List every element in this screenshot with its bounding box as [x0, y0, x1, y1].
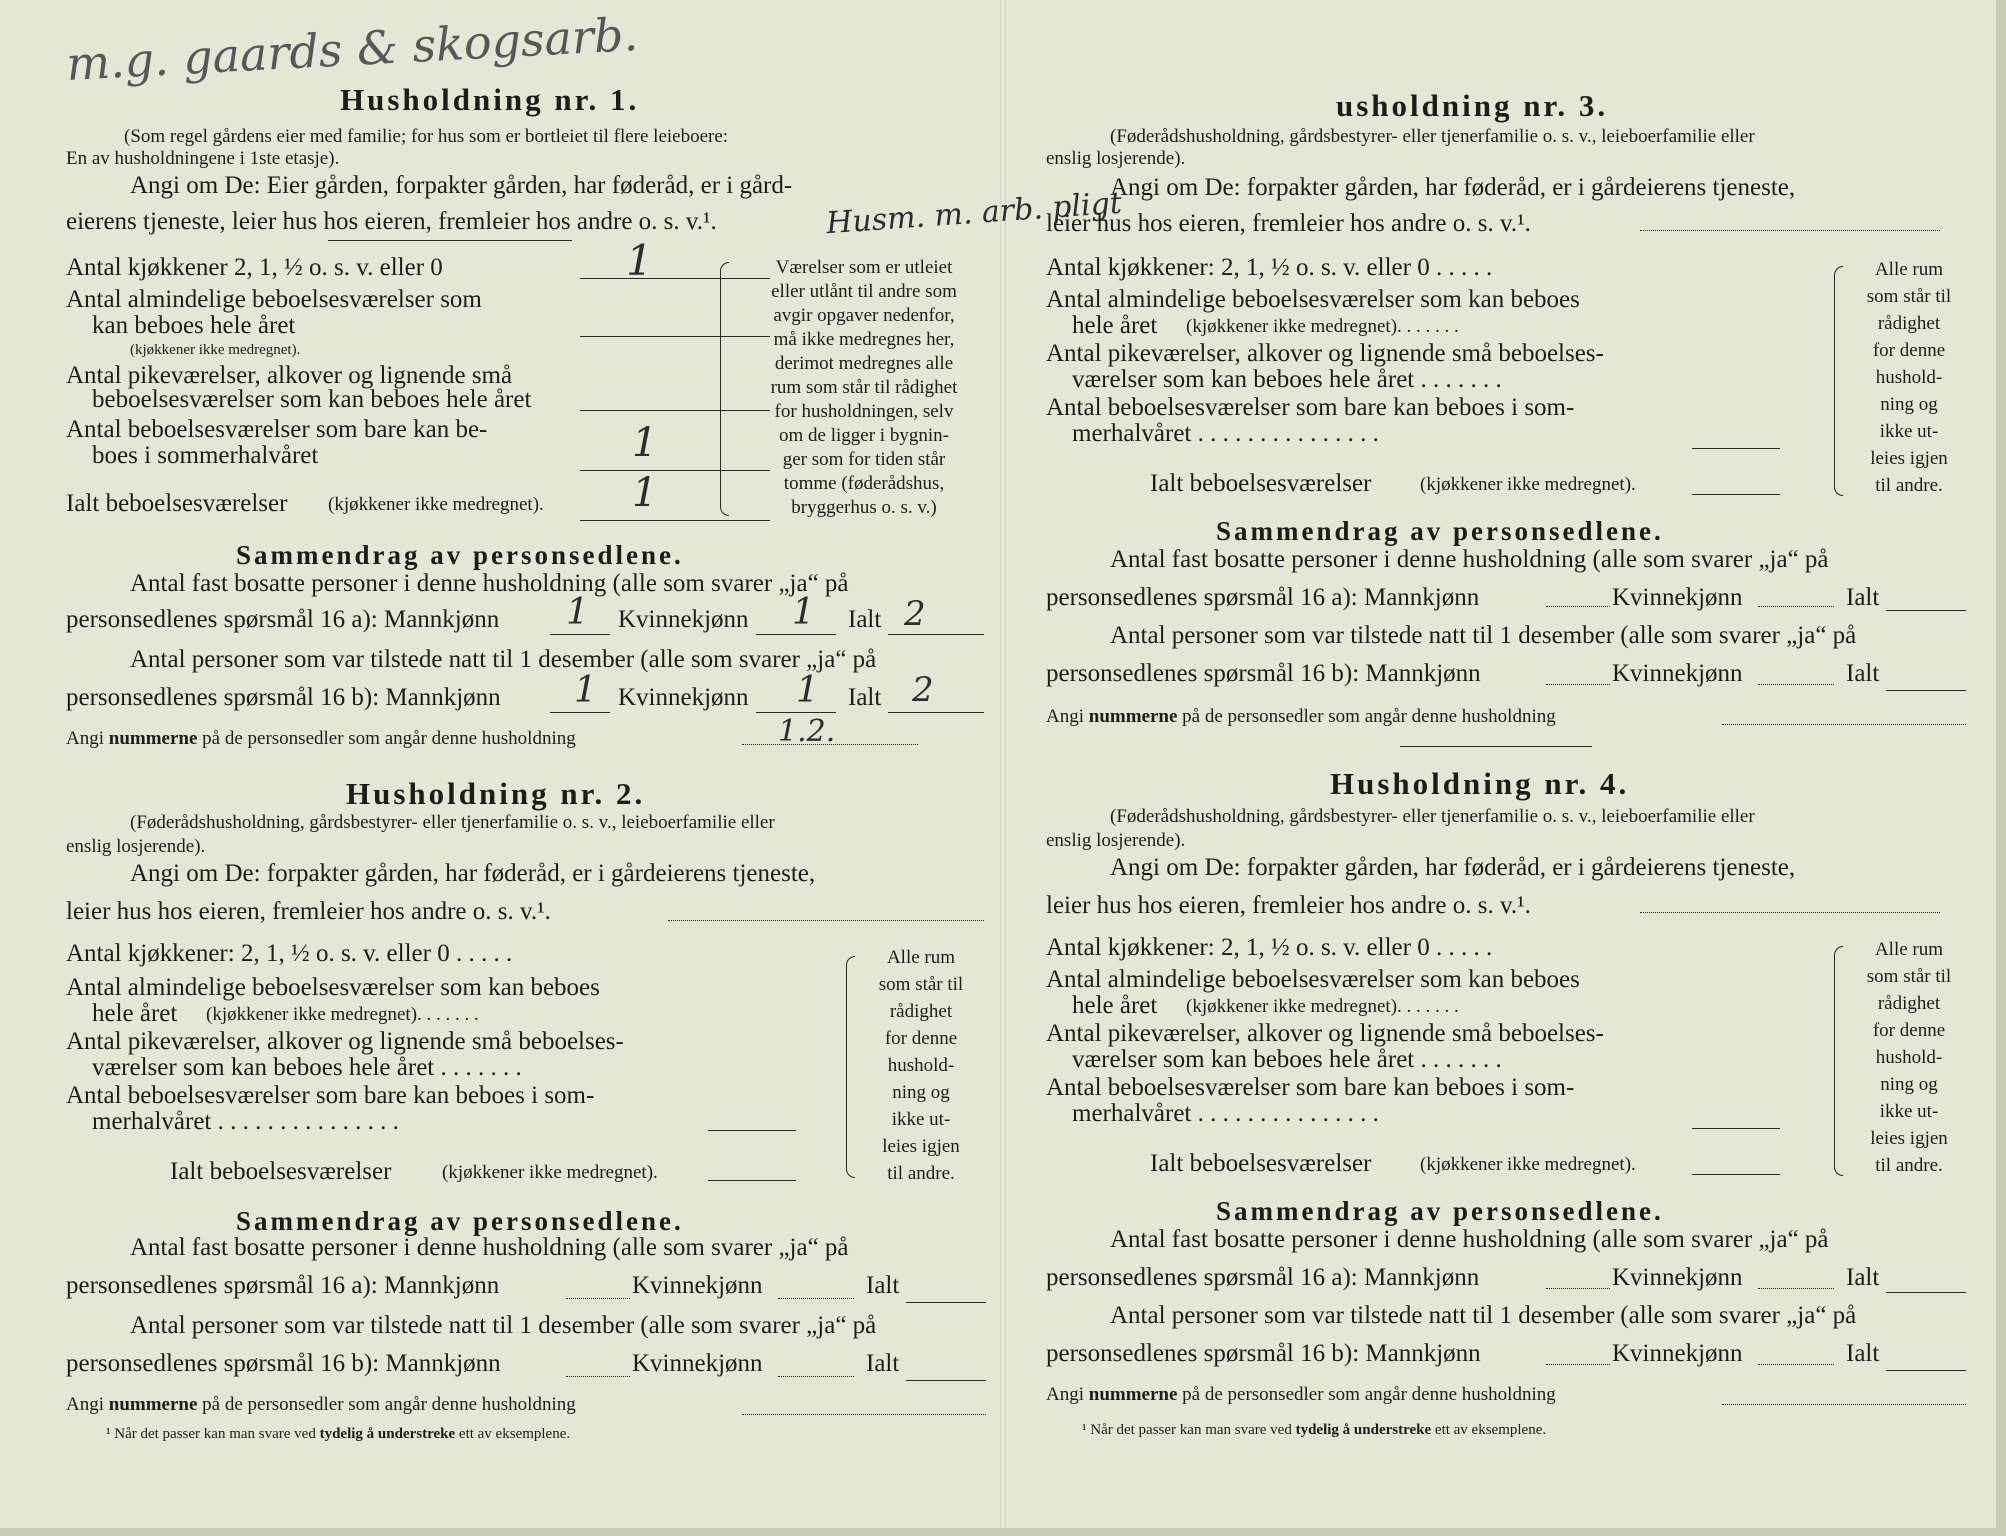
h2-resident-total-label: Ialt [866, 1272, 900, 1299]
h1-row-total-rooms-note: (kjøkkener ikke medregnet). [328, 494, 544, 515]
h4-row-ordinary-rooms-2: hele året [1072, 992, 1158, 1019]
h1-resident-total-label: Ialt [848, 606, 882, 633]
h4-row-kitchens: Antal kjøkkener: 2, 1, ½ o. s. v. eller 0 . . . . . [1046, 934, 1493, 961]
h2-note-line: til andre. [887, 1163, 955, 1184]
h3-numbers-row [1046, 706, 1556, 728]
h4-note-line: rådighet [1877, 993, 1941, 1014]
h3-numbers-field [1722, 724, 1966, 725]
h3-row-total-rooms: Ialt beboelsesværelser [1150, 470, 1372, 497]
h1-note-line: eller utlånt til andre som [771, 281, 957, 302]
household-4-intro-line-1: (Føderådshusholdning, gårdsbestyrer- eller tjenerfamilie o. s. v., leieboerfamilie eller [1110, 806, 1755, 827]
h2-note-line: hushold- [887, 1055, 955, 1076]
right-page [1046, 0, 1966, 1536]
h3-note-line: Alle rum [1874, 259, 1944, 280]
h3-resident-total-label: Ialt [1846, 584, 1880, 611]
h3-row-maid-rooms-2: værelser som kan beboes hele året . . . . . . . [1072, 366, 1502, 393]
h1-note-brace [720, 262, 729, 516]
h1-row-maid-rooms-2: beboelsesværelser som kan beboes hele året [92, 386, 532, 413]
h1-present-total-value: 2 [912, 670, 934, 710]
h4-note-line: Alle rum [1874, 939, 1944, 960]
h2-summary-present-line-2: personsedlenes spørsmål 16 b): Mannkjønn [66, 1350, 501, 1377]
household-1-handwritten-status: Husm. m. arb. pligt [825, 185, 1123, 242]
h3-resident-female-label: Kvinnekjønn [1612, 584, 1743, 611]
h3-note-line: hushold- [1875, 367, 1943, 388]
h1-note-line: for husholdningen, selv [774, 401, 954, 422]
h3-row-summer-rooms: Antal beboelsesværelser som bare kan beboes i som- [1046, 394, 1575, 421]
h2-row-summer-rooms-2: merhalvåret . . . . . . . . . . . . . . . [92, 1108, 399, 1135]
h1-numbers-pre: Angi [66, 728, 104, 749]
h2-row-ordinary-rooms-2: hele året [92, 1000, 178, 1027]
household-2-intro-line-1: (Føderådshusholdning, gårdsbestyrer- eller tjenerfamilie o. s. v., leieboerfamilie eller [130, 812, 775, 833]
h4-present-female-field [1758, 1364, 1834, 1365]
h3-numbers-post: på de personsedler som angår denne husholdning [1182, 706, 1556, 727]
h2-row-ordinary-rooms: Antal almindelige beboelsesværelser som kan beboes [66, 974, 600, 1001]
h3-row-ordinary-rooms-note: (kjøkkener ikke medregnet). . . . . . . [1186, 316, 1459, 337]
h1-resident-female-value: 1 [792, 592, 815, 633]
h1-present-male-field [550, 712, 610, 713]
h4-note-line: ning og [1880, 1074, 1938, 1095]
h3-summary-resident-line-1: Antal fast bosatte personer i denne husholdning (alle som svarer „ja“ på [1110, 546, 1829, 573]
h3-numbers-pre: Angi [1046, 706, 1084, 727]
h2-row-summer-rooms: Antal beboelsesværelser som bare kan beboes i som- [66, 1082, 595, 1109]
h1-present-female-value: 1 [796, 670, 819, 711]
h4-present-male-field [1546, 1364, 1610, 1365]
h3-resident-male-field [1546, 606, 1610, 607]
h4-numbers-post: på de personsedler som angår denne husholdning [1182, 1384, 1556, 1405]
h2-numbers-field [742, 1414, 986, 1415]
h3-summary-resident-line-2: personsedlenes spørsmål 16 a): Mannkjønn [1046, 584, 1480, 611]
center-fold [1000, 0, 1006, 1536]
h4-summary-resident-line-1: Antal fast bosatte personer i denne husholdning (alle som svarer „ja“ på [1110, 1226, 1829, 1253]
h4-present-total-label: Ialt [1846, 1340, 1880, 1367]
h1-row-summer-rooms-value: 1 [632, 420, 658, 466]
h3-summary-present-line-2: personsedlenes spørsmål 16 b): Mannkjønn [1046, 660, 1481, 687]
h1-resident-male-field [550, 634, 610, 635]
h2-present-female-label: Kvinnekjønn [632, 1350, 763, 1377]
household-3-angi-field [1640, 230, 1940, 231]
underline-leier-hus-hos-eieren [328, 240, 572, 241]
h4-summary-resident-line-2: personsedlenes spørsmål 16 a): Mannkjønn [1046, 1264, 1480, 1291]
h2-total-field [708, 1180, 796, 1181]
h4-note-brace [1834, 946, 1843, 1176]
h4-row-maid-rooms: Antal pikeværelser, alkover og lignende små beboelses- [1046, 1020, 1604, 1047]
right-footnote-bold: tydelig å understreke [1295, 1422, 1432, 1438]
h1-summary-present-line-2: personsedlenes spørsmål 16 b): Mannkjønn [66, 684, 501, 711]
h3-present-total-label: Ialt [1846, 660, 1880, 687]
h2-note-line: rådighet [889, 1001, 953, 1022]
h4-row-maid-rooms-2: værelser som kan beboes hele året . . . . . . . [1072, 1046, 1502, 1073]
h4-row-summer-rooms-2: merhalvåret . . . . . . . . . . . . . . . [1072, 1100, 1379, 1127]
h1-resident-total-field [888, 634, 984, 635]
handwritten-heading: m.g. gaards & skogsarb. [64, 7, 640, 91]
h3-present-male-field [1546, 684, 1610, 685]
h2-numbers-row [66, 1394, 576, 1416]
h2-note-line: ikke ut- [891, 1109, 951, 1130]
h2-present-total-field [906, 1380, 986, 1381]
h1-summary-title: Sammendrag av personsedlene. [236, 540, 684, 570]
h1-note-line: ger som for tiden står [782, 449, 946, 470]
left-page [64, 0, 1123, 1536]
h1-note-line: Værelser som er utleiet [775, 257, 953, 278]
household-2-angi-field [668, 920, 984, 921]
h4-row-ordinary-rooms-note: (kjøkkener ikke medregnet). . . . . . . [1186, 996, 1459, 1017]
h2-note-line: for denne [884, 1028, 958, 1049]
household-4-angi-line-2: leier hus hos eieren, fremleier hos andre o. s. v.¹. [1046, 892, 1531, 919]
h1-present-total-label: Ialt [848, 684, 882, 711]
h4-numbers-row [1046, 1384, 1556, 1406]
h2-resident-male-field [566, 1298, 630, 1299]
h3-row-summer-rooms-2: merhalvåret . . . . . . . . . . . . . . . [1072, 420, 1379, 447]
h2-row-maid-rooms-2: værelser som kan beboes hele året . . . . . . . [92, 1054, 522, 1081]
h1-present-female-field [756, 712, 836, 713]
h2-summary-title: Sammendrag av personsedlene. [236, 1206, 684, 1236]
household-4-angi-field [1640, 912, 1940, 913]
h2-present-male-field [566, 1376, 630, 1377]
left-footnote-bold: tydelig å understreke [319, 1426, 456, 1442]
h2-row-maid-rooms: Antal pikeværelser, alkover og lignende små beboelses- [66, 1028, 624, 1055]
h2-row-total-rooms-note: (kjøkkener ikke medregnet). [442, 1162, 658, 1183]
h4-row-total-rooms-note: (kjøkkener ikke medregnet). [1420, 1154, 1636, 1175]
left-footnote [106, 1426, 570, 1443]
household-3-intro-line-1: (Føderådshusholdning, gårdsbestyrer- eller tjenerfamilie o. s. v., leieboerfamilie eller [1110, 126, 1755, 147]
h3-row-ordinary-rooms: Antal almindelige beboelsesværelser som kan beboes [1046, 286, 1580, 313]
h1-summary-resident-line-1: Antal fast bosatte personer i denne husholdning (alle som svarer „ja“ på [130, 570, 849, 597]
h2-side-note [856, 944, 986, 1187]
h3-present-total-field [1886, 690, 1966, 691]
right-footnote-pre: ¹ Når det passer kan man svare ved [1082, 1422, 1292, 1438]
h1-row-total-rooms-field [580, 520, 770, 521]
h3-note-line: som står til [1866, 286, 1952, 307]
h1-row-total-rooms: Ialt beboelsesværelser [66, 490, 288, 517]
h2-note-line: som står til [878, 974, 964, 995]
h4-note-line: som står til [1866, 966, 1952, 987]
h3-note-line: rådighet [1877, 313, 1941, 334]
household-1-intro-line-1: (Som regel gårdens eier med familie; for hus som er bortleiet til flere leieboere: [124, 126, 729, 147]
sheet-edge-right [1996, 0, 2006, 1536]
h1-row-kitchens: Antal kjøkkener 2, 1, ½ o. s. v. eller 0 [66, 254, 443, 281]
h2-present-total-label: Ialt [866, 1350, 900, 1377]
h2-numbers-pre: Angi [66, 1394, 104, 1415]
household-2-title: Husholdning nr. 2. [346, 776, 646, 811]
h1-note-line: derimot medregnes alle [774, 353, 954, 374]
h1-row-kitchens-value: 1 [626, 236, 653, 285]
h4-row-total-rooms: Ialt beboelsesværelser [1150, 1150, 1372, 1177]
h1-row-summer-rooms: Antal beboelsesværelser som bare kan be- [66, 416, 488, 443]
h4-summary-present-line-1: Antal personer som var tilstede natt til 1 desember (alle som svarer „ja“ på [1110, 1302, 1857, 1329]
h3-present-female-field [1758, 684, 1834, 685]
left-footnote-pre: ¹ Når det passer kan man svare ved [106, 1426, 316, 1442]
h3-total-field [1692, 494, 1780, 495]
h4-resident-total-field [1886, 1292, 1966, 1293]
h4-numbers-pre: Angi [1046, 1384, 1084, 1405]
h2-present-female-field [778, 1376, 854, 1377]
h1-note-line: må ikke medregnes her, [773, 329, 955, 350]
household-4-intro-line-2: enslig losjerende). [1046, 830, 1186, 851]
h1-resident-female-label: Kvinnekjønn [618, 606, 749, 633]
h4-resident-female-label: Kvinnekjønn [1612, 1264, 1743, 1291]
h3-summary-present-line-1: Antal personer som var tilstede natt til 1 desember (alle som svarer „ja“ på [1110, 622, 1857, 649]
right-footnote [1082, 1422, 1546, 1439]
h4-numbers-bold: nummerne [1088, 1384, 1178, 1405]
h4-resident-female-field [1758, 1288, 1834, 1289]
h2-note-line: leies igjen [882, 1136, 960, 1157]
h4-row-ordinary-rooms: Antal almindelige beboelsesværelser som kan beboes [1046, 966, 1580, 993]
h1-summary-present-line-1: Antal personer som var tilstede natt til 1 desember (alle som svarer „ja“ på [130, 646, 877, 673]
h1-resident-female-field [756, 634, 836, 635]
h4-side-note [1844, 936, 1974, 1179]
h1-numbers-value: 1.2. [778, 714, 836, 749]
h2-row-kitchens: Antal kjøkkener: 2, 1, ½ o. s. v. eller 0 . . . . . [66, 940, 513, 967]
h1-resident-male-value: 1 [566, 592, 589, 633]
household-3-angi-line-1: Angi om De: forpakter gården, har føderåd, er i gårdeierens tjeneste, [1110, 174, 1796, 201]
h2-note-line: Alle rum [886, 947, 956, 968]
h4-present-total-field [1886, 1370, 1966, 1371]
h1-row-maid-rooms: Antal pikeværelser, alkover og lignende små [66, 362, 513, 389]
h1-note-line: bryggerhus o. s. v.) [791, 497, 937, 518]
h3-note-line: til andre. [1875, 475, 1943, 496]
right-footnote-post: ett av eksemplene. [1434, 1422, 1547, 1438]
h1-row-ordinary-rooms: Antal almindelige beboelsesværelser som [66, 286, 482, 313]
h3-note-line: ning og [1880, 394, 1938, 415]
h3-summer-field [1692, 448, 1780, 449]
h3-present-female-label: Kvinnekjønn [1612, 660, 1743, 687]
household-1-intro-line-2: En av husholdningene i 1ste etasje). [66, 148, 340, 169]
household-3-title: usholdning nr. 3. [1336, 88, 1609, 123]
h4-summary-present-line-2: personsedlenes spørsmål 16 b): Mannkjønn [1046, 1340, 1481, 1367]
h1-numbers-row [66, 728, 576, 750]
h2-note-line: ning og [892, 1082, 950, 1103]
h1-note-line: rum som står til rådighet [770, 377, 958, 398]
h2-summary-present-line-1: Antal personer som var tilstede natt til 1 desember (alle som svarer „ja“ på [130, 1312, 877, 1339]
h4-note-line: hushold- [1875, 1047, 1943, 1068]
h3-numbers-bold: nummerne [1088, 706, 1178, 727]
left-footnote-post: ett av eksemplene. [458, 1426, 571, 1442]
h1-summary-resident-line-2: personsedlenes spørsmål 16 a): Mannkjønn [66, 606, 500, 633]
household-1-angi-line-2: eierens tjeneste, leier hus hos eieren, fremleier hos andre o. s. v.¹. [66, 208, 717, 235]
h1-note-line: tomme (føderådshus, [783, 473, 945, 494]
h1-numbers-field [742, 744, 918, 745]
h3-note-line: leies igjen [1870, 448, 1948, 469]
h3-row-total-rooms-note: (kjøkkener ikke medregnet). [1420, 474, 1636, 495]
h4-present-female-label: Kvinnekjønn [1612, 1340, 1743, 1367]
h3-row-ordinary-rooms-2: hele året [1072, 312, 1158, 339]
h3-resident-total-field [1886, 610, 1966, 611]
h4-row-summer-rooms: Antal beboelsesværelser som bare kan beboes i som- [1046, 1074, 1575, 1101]
h1-present-female-label: Kvinnekjønn [618, 684, 749, 711]
h1-note-line: avgir opgaver nedenfor, [773, 305, 955, 326]
h1-row-ordinary-rooms-2: kan beboes hele året [92, 312, 296, 339]
h4-summer-field [1692, 1128, 1780, 1129]
household-4-angi-line-1: Angi om De: forpakter gården, har føderåd, er i gårdeierens tjeneste, [1110, 854, 1796, 881]
h4-resident-total-label: Ialt [1846, 1264, 1880, 1291]
h4-note-line: for denne [1872, 1020, 1946, 1041]
household-4-title: Husholdning nr. 4. [1330, 766, 1630, 801]
h1-numbers-bold: nummerne [108, 728, 198, 749]
h4-note-line: til andre. [1875, 1155, 1943, 1176]
household-1-title: Husholdning nr. 1. [340, 82, 640, 117]
h3-summary-title: Sammendrag av personsedlene. [1216, 516, 1664, 546]
h2-resident-female-label: Kvinnekjønn [632, 1272, 763, 1299]
h3-row-kitchens: Antal kjøkkener: 2, 1, ½ o. s. v. eller 0 . . . . . [1046, 254, 1493, 281]
h3-resident-female-field [1758, 606, 1834, 607]
h2-summer-field [708, 1130, 796, 1131]
h1-row-total-rooms-value: 1 [632, 470, 658, 516]
h1-side-note [732, 256, 996, 520]
h3-side-note [1844, 256, 1974, 499]
h4-note-line: ikke ut- [1879, 1101, 1939, 1122]
h1-row-ordinary-rooms-note: (kjøkkener ikke medregnet). [130, 342, 301, 358]
household-3-angi-line-2: leier hus hos eieren, fremleier hos andre o. s. v.¹. [1046, 210, 1531, 237]
h2-resident-female-field [778, 1298, 854, 1299]
h4-summary-title: Sammendrag av personsedlene. [1216, 1196, 1664, 1226]
h2-summary-resident-line-2: personsedlenes spørsmål 16 a): Mannkjønn [66, 1272, 500, 1299]
h2-numbers-post: på de personsedler som angår denne husholdning [202, 1394, 576, 1415]
h4-numbers-field [1722, 1404, 1966, 1405]
h1-present-total-field [888, 712, 984, 713]
household-2-angi-line-1: Angi om De: forpakter gården, har føderåd, er i gårdeierens tjeneste, [130, 860, 816, 887]
h1-resident-total-value: 2 [904, 594, 926, 634]
h3-row-maid-rooms: Antal pikeværelser, alkover og lignende små beboelses- [1046, 340, 1604, 367]
h2-note-brace [846, 956, 855, 1178]
section-divider [1400, 746, 1592, 747]
h2-resident-total-field [906, 1302, 986, 1303]
h2-numbers-bold: nummerne [108, 1394, 198, 1415]
household-1-angi-line-1: Angi om De: Eier gården, forpakter gården, har føderåd, er i gård- [130, 172, 793, 199]
household-2-intro-line-2: enslig losjerende). [66, 836, 206, 857]
h1-present-male-value: 1 [574, 670, 597, 711]
h2-row-ordinary-rooms-note: (kjøkkener ikke medregnet). . . . . . . [206, 1004, 479, 1025]
household-2-angi-line-2: leier hus hos eieren, fremleier hos andre o. s. v.¹. [66, 898, 551, 925]
h2-row-total-rooms: Ialt beboelsesværelser [170, 1158, 392, 1185]
household-3-intro-line-2: enslig losjerende). [1046, 148, 1186, 169]
h3-note-line: for denne [1872, 340, 1946, 361]
h4-note-line: leies igjen [1870, 1128, 1948, 1149]
h4-resident-male-field [1546, 1288, 1610, 1289]
h2-summary-resident-line-1: Antal fast bosatte personer i denne husholdning (alle som svarer „ja“ på [130, 1234, 849, 1261]
h1-numbers-post: på de personsedler som angår denne husholdning [202, 728, 576, 749]
h3-note-brace [1834, 266, 1843, 496]
h3-note-line: ikke ut- [1879, 421, 1939, 442]
h1-row-summer-rooms-2: boes i sommerhalvåret [92, 442, 319, 469]
h1-note-line: om de ligger i bygnin- [779, 425, 949, 446]
h4-total-field [1692, 1174, 1780, 1175]
